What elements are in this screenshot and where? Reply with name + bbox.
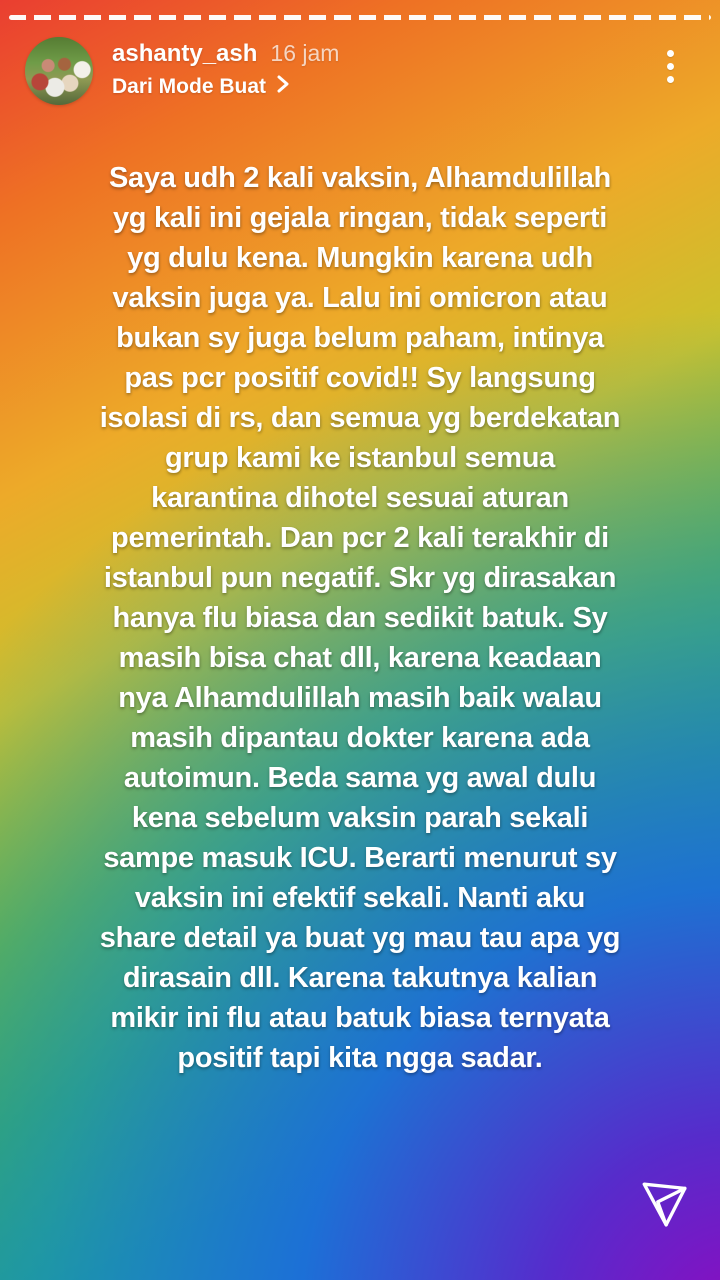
chevron-right-icon: [276, 74, 290, 99]
username[interactable]: ashanty_ash: [112, 40, 258, 67]
story-timestamp: 16 jam: [270, 40, 340, 66]
story-text-line: yg dulu kena. Mungkin karena udh: [127, 242, 593, 274]
story-text-line: kena sebelum vaksin parah sekali: [131, 802, 589, 834]
story-text-line: autoimun. Beda sama yg awal dulu: [123, 762, 597, 794]
source-label: Dari Mode Buat: [112, 74, 267, 98]
story-header: [112, 40, 339, 68]
story-text-line: isolasi di rs, dan semua yg berdekatan: [99, 402, 621, 434]
story-progress-bar: [9, 15, 711, 20]
story-text-line: nya Alhamdulillah masih baik walau: [118, 682, 602, 714]
avatar[interactable]: [25, 37, 93, 105]
story-text-line: Saya udh 2 kali vaksin, Alhamdulillah: [109, 162, 611, 194]
story-text-line: bukan sy juga belum paham, intinya: [116, 322, 604, 354]
story-text-line: hanya flu biasa dan sedikit batuk. Sy: [112, 602, 608, 634]
story-text-line: dirasain dll. Karena takutnya kalian: [122, 962, 598, 994]
story-text-line: vaksin juga ya. Lalu ini omicron atau: [112, 282, 608, 314]
story-text-line: mikir ini flu atau batuk biasa ternyata: [110, 1002, 610, 1034]
story-text-line: vaksin ini efektif sekali. Nanti aku: [134, 882, 586, 914]
story-text-line: istanbul pun negatif. Skr yg dirasakan: [103, 562, 617, 594]
three-dots-vertical-icon: [667, 50, 674, 57]
story-text: [0, 158, 720, 1078]
story-text-line: share detail ya buat yg mau tau apa yg: [99, 922, 621, 954]
story-text-line: karantina dihotel sesuai aturan: [151, 482, 569, 514]
more-options-button[interactable]: [657, 42, 684, 91]
share-button[interactable]: [636, 1178, 690, 1234]
source-label-button[interactable]: [112, 74, 290, 99]
story-text-line: pemerintah. Dan pcr 2 kali terakhir di: [111, 522, 609, 554]
story-text-line: masih dipantau dokter karena ada: [130, 722, 590, 754]
story-text-line: pas pcr positif covid!! Sy langsung: [124, 362, 596, 394]
story-text-line: grup kami ke istanbul semua: [165, 442, 555, 474]
story-text-line: sampe masuk ICU. Berarti menurut sy: [103, 842, 617, 874]
paper-plane-icon: [638, 1179, 688, 1234]
story-text-line: yg kali ini gejala ringan, tidak seperti: [112, 202, 608, 234]
story-text-line: positif tapi kita ngga sadar.: [177, 1042, 543, 1074]
story-text-line: masih bisa chat dll, karena keadaan: [118, 642, 602, 674]
